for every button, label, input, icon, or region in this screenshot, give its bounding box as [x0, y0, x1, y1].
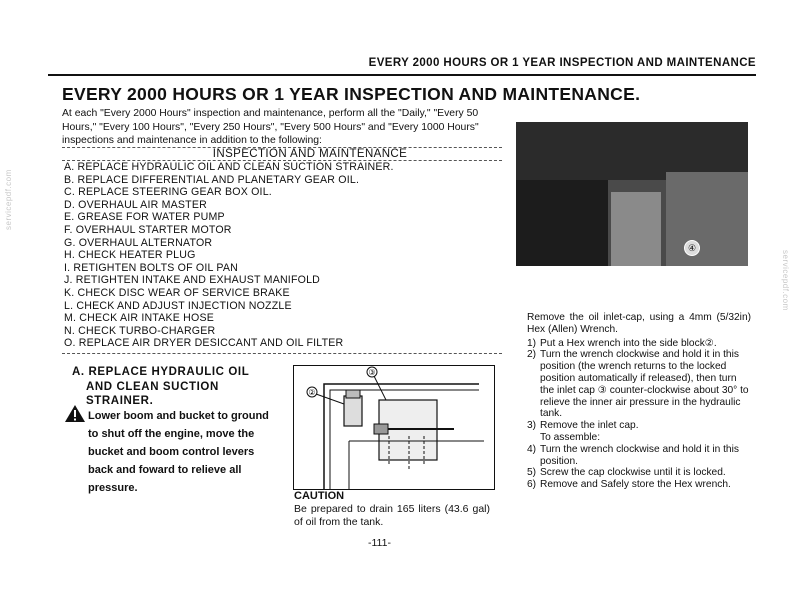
- header-rule: [48, 74, 756, 76]
- section-title: A. REPLACE HYDRAULIC OIL AND CLEAN SUCTION STRAINER.: [72, 366, 250, 407]
- step-item: 1) Put a Hex wrench into the side block②.: [527, 337, 717, 349]
- caution-text: Be prepared to drain 165 liters (43.6 gal) of oil from the tank.: [294, 503, 490, 528]
- procedure-steps: [527, 312, 751, 491]
- list-item: A. REPLACE HYDRAULIC OIL AND CLEAN SUCTION STRAINER.: [64, 161, 394, 173]
- step-item: 6) Remove and Safely store the Hex wrench.: [527, 479, 731, 491]
- page-number: -111-: [368, 537, 391, 549]
- list-item: B. REPLACE DIFFERENTIAL AND PLANETARY GEAR OIL.: [64, 173, 360, 186]
- divider: [62, 353, 502, 354]
- list-item: M. CHECK AIR INTAKE HOSE: [64, 312, 214, 325]
- watermark-right: servicepdf.com: [781, 250, 790, 311]
- step-item: 2) Turn the wrench clockwise and hold it in this position (the wrench returns to the locked position automatically if released), then turn the inlet cap ③ counter-clockwise about 30° to relieve the inner air pressure in the hydraulic tank.: [527, 349, 749, 420]
- warning-icon: [64, 404, 86, 423]
- list-item: K. CHECK DISC WEAR OF SERVICE BRAKE: [64, 286, 290, 299]
- photo-callout-4: ④: [684, 240, 700, 256]
- page-title: EVERY 2000 HOURS OR 1 YEAR INSPECTION AND MAINTENANCE.: [62, 84, 641, 104]
- inspection-list: [64, 161, 504, 350]
- diagram-callout-3: ③: [368, 368, 376, 377]
- list-item: J. RETIGHTEN INTAKE AND EXHAUST MANIFOLD: [64, 274, 321, 287]
- list-item: D. OVERHAUL AIR MASTER: [64, 198, 207, 211]
- list-item: F. OVERHAUL STARTER MOTOR: [64, 223, 232, 236]
- tank-photo: [516, 122, 748, 266]
- warning-text: Lower boom and bucket to ground to shut off the engine, move the bucket and boom control levers back and foward to relieve all pressure.: [88, 410, 269, 494]
- diagram-callout-2: ②: [308, 388, 316, 397]
- tank-diagram: [293, 365, 495, 490]
- step-item: 3) Remove the inlet cap.: [527, 420, 639, 432]
- list-item: O. REPLACE AIR DRYER DESICCANT AND OIL FILTER: [64, 337, 344, 350]
- caution-label: CAUTION: [294, 490, 345, 502]
- list-item: I. RETIGHTEN BOLTS OF OIL PAN: [64, 261, 238, 274]
- list-item: E. GREASE FOR WATER PUMP: [64, 211, 225, 224]
- steps-intro: Remove the oil inlet-cap, using a 4mm (5/32in) Hex (Allen) Wrench.: [527, 312, 751, 335]
- intro-paragraph: At each "Every 2000 Hours" inspection and maintenance, perform all the "Daily," "Every 50 Hours," "Every 100 Hours", "Every 250 Hours", "Every 500 Hours" and "Every 1000 Hours" inspections and maintenance in addition to the following:: [62, 108, 479, 147]
- list-item: H. CHECK HEATER PLUG: [64, 249, 196, 262]
- step-item: 4) Turn the wrench clockwise and hold it in this position.: [527, 443, 739, 467]
- step-item: 5) Screw the cap clockwise until it is locked.: [527, 467, 726, 479]
- list-item: C. REPLACE STEERING GEAR BOX OIL.: [64, 186, 272, 199]
- list-item: L. CHECK AND ADJUST INJECTION NOZZLE: [64, 299, 292, 312]
- inspection-header: INSPECTION AND MAINTENANCE: [212, 148, 408, 160]
- list-item: G. OVERHAUL ALTERNATOR: [64, 236, 213, 249]
- running-head: EVERY 2000 HOURS OR 1 YEAR INSPECTION AND MAINTENANCE: [368, 57, 756, 69]
- list-item: N. CHECK TURBO-CHARGER: [64, 324, 216, 337]
- step-item: To assemble:: [540, 431, 601, 443]
- watermark-left: servicepdf.com: [4, 169, 13, 230]
